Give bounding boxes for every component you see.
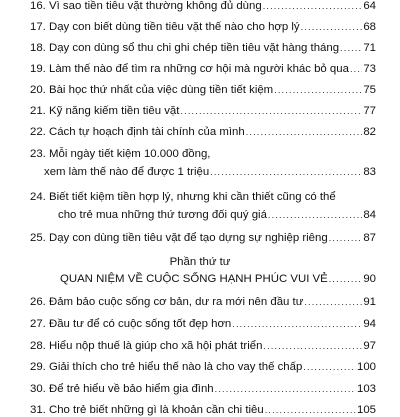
toc-entry-text: 20. Bài học thứ nhất của việc dùng tiền tiết kiệm <box>30 84 274 96</box>
toc-page-number: 75 <box>363 84 376 96</box>
toc-page-number: 64 <box>363 0 376 12</box>
toc-entry-text: xem làm thế nào để được 1 triệu <box>44 166 210 178</box>
toc-page-number: 97 <box>363 340 376 352</box>
dot-leader <box>350 65 362 74</box>
toc-entry-16 <box>30 0 376 13</box>
toc-page-number: 68 <box>363 21 376 33</box>
dot-leader <box>210 168 362 177</box>
toc-entry-text: 30. Để trẻ hiểu về bảo hiểm gia đình <box>30 383 214 395</box>
dot-leader <box>246 128 363 137</box>
toc-entry-31 <box>30 397 376 417</box>
toc-entry-17 <box>30 14 376 34</box>
toc-page-number: 91 <box>363 296 376 308</box>
dot-leader <box>329 234 363 243</box>
toc-entry-30 <box>30 376 376 396</box>
toc-entry-text: 26. Đảm bảo cuộc sống cơ bản, dư ra mới nên đầu tư <box>30 296 304 308</box>
toc-entry-text: 16. Vì sao tiền tiêu vặt thường không đủ dùng <box>30 0 262 12</box>
dot-leader <box>180 107 362 116</box>
dot-leader <box>329 275 363 284</box>
toc-entry-text: 22. Cách tự hoạch định tài chính của mình <box>30 126 245 138</box>
toc-page-number: 71 <box>363 42 376 54</box>
dot-leader <box>265 406 356 415</box>
toc-entry-text: 31. Cho trẻ biết những gì là khoản cần chi tiêu <box>30 404 264 416</box>
toc-entry-text: 27. Đầu tư để có cuộc sống tốt đẹp hơn <box>30 318 232 330</box>
dot-leader <box>215 385 356 394</box>
toc-entry-text: 29. Giải thích cho trẻ hiểu thế nào là cho vay thế chấp <box>30 361 303 373</box>
toc-entry-23-line1: 23. Mỗi ngày tiết kiệm 10.000 đồng, <box>30 148 211 160</box>
dot-leader <box>301 23 363 32</box>
toc-entry-text: 21. Kỹ năng kiếm tiền tiêu vặt <box>30 105 180 117</box>
toc-entry-19 <box>30 56 376 76</box>
toc-page-number: 103 <box>356 383 376 395</box>
toc-page-number: 82 <box>363 126 376 138</box>
toc-entry-24 <box>58 202 376 222</box>
toc-entry-text: 17. Dạy con biết dùng tiền tiêu vặt thế nào cho hợp lý <box>30 21 300 33</box>
toc-entry-24-line1: 24. Biết tiết kiệm tiền hợp lý, nhưng khi cần thiết cũng có thể <box>30 191 336 203</box>
dot-leader <box>274 86 362 95</box>
toc-page-number: 77 <box>363 105 376 117</box>
toc-entry-22 <box>30 119 376 139</box>
part-title: QUAN NIỆM VỀ CUỘC SỐNG HẠNH PHÚC VUI VẺ <box>60 273 328 285</box>
toc-entry-23 <box>44 159 376 179</box>
dot-leader <box>263 342 362 351</box>
toc-entry-text: 28. Hiểu nộp thuế là giúp cho xã hội phát triển <box>30 340 263 352</box>
part-title-line <box>60 272 376 286</box>
toc-entry-20 <box>30 77 376 97</box>
toc-page-number: 73 <box>363 63 376 75</box>
toc-page-number: 105 <box>356 404 376 416</box>
dot-leader <box>304 298 362 307</box>
toc-entry-27 <box>30 311 376 331</box>
toc-page-number: 94 <box>363 318 376 330</box>
toc-entry-text: 25. Dạy con dùng tiền tiêu vặt để tạo dựng sự nghiệp riêng <box>30 232 328 244</box>
toc-entry-text: 18. Dạy con dùng sổ thu chi ghi chép tiền tiêu vặt hàng tháng <box>30 42 340 54</box>
dot-leader <box>340 44 362 53</box>
toc-entry-text: 19. Làm thế nào để tìm ra những cơ hội mà người khác bỏ qua <box>30 63 349 75</box>
toc-entry-25 <box>30 225 376 245</box>
toc-page-number: 84 <box>363 209 376 221</box>
toc-entry-21 <box>30 98 376 118</box>
toc-entry-18 <box>30 35 376 55</box>
dot-leader <box>263 2 363 11</box>
toc-entry-28 <box>30 333 376 353</box>
dot-leader <box>303 363 356 372</box>
toc-page-number: 100 <box>356 361 376 373</box>
toc-page-number: 87 <box>363 232 376 244</box>
dot-leader <box>232 320 362 329</box>
part-title-page: 90 <box>363 273 376 285</box>
toc-entry-26 <box>30 289 376 309</box>
part-heading: Phần thứ tư <box>169 256 231 268</box>
dot-leader <box>268 211 362 220</box>
toc-entry-29 <box>30 354 376 374</box>
toc-entry-text: cho trẻ mua những thứ tương đối quý giá <box>58 209 267 221</box>
toc-page-number: 83 <box>363 166 376 178</box>
